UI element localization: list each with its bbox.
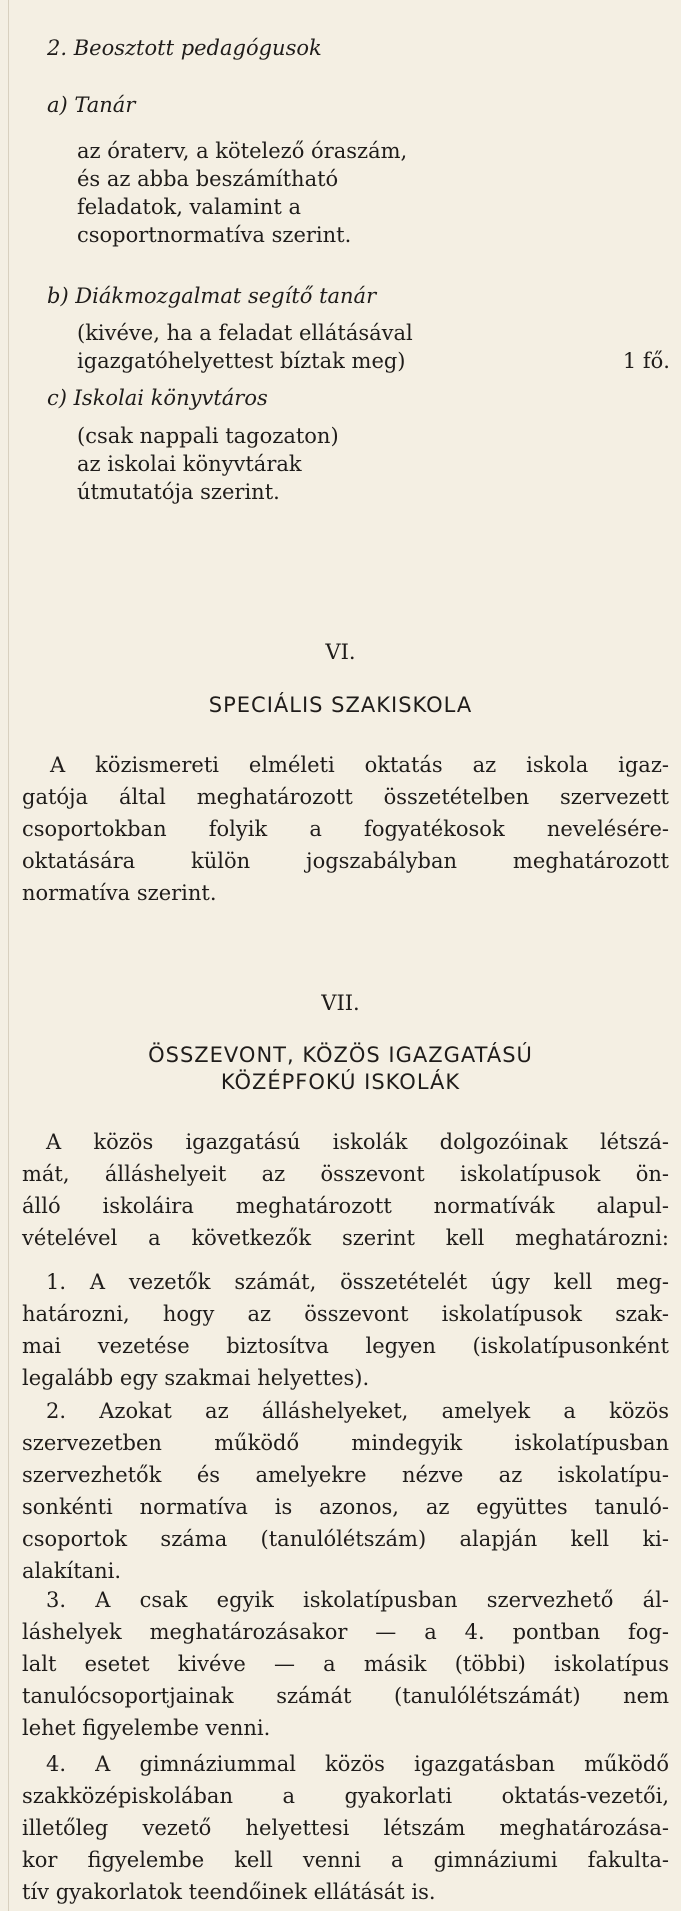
text-line: szakközépiskolában a gyakorlati oktatás-vezetői, (22, 1784, 669, 1808)
intro-paragraph (22, 1126, 669, 1254)
text-line: normatíva szerint. (22, 881, 217, 905)
text-line: A közismereti elméleti oktatás az iskola igaz- (50, 753, 669, 777)
text-line: mai vezetése biztosítva legyen (iskolatípusonként (22, 1334, 669, 1358)
text-line: tív gyakorlatok teendőinek ellátását is. (22, 1880, 436, 1904)
text-line: 2. Azokat az álláshelyeket, amelyek a közös (46, 1399, 669, 1423)
text-line: láshelyek meghatározásakor — a 4. pontban fog- (22, 1620, 669, 1644)
chapter-title-line-1 (0, 1041, 681, 1069)
title-text: SPECIÁLIS SZAKISKOLA (208, 693, 473, 717)
paragraph-point-1 (22, 1266, 669, 1394)
chapter-numeral (0, 638, 681, 666)
text-line: 1. A vezetők számát, összetételét úgy kell meg- (46, 1270, 669, 1294)
text-line: igazgatóhelyettest bíztak meg) (77, 349, 406, 373)
subsection-a-body (77, 137, 407, 249)
text-line: útmutatója szerint. (77, 480, 280, 504)
text-line: az óraterv, a kötelező óraszám, (77, 139, 408, 163)
text-line: mát, álláshelyeit az összevont iskolatípusok ön- (22, 1162, 669, 1186)
chapter-body (22, 749, 669, 909)
chapter-numeral (0, 989, 681, 1017)
text-line: (kivéve, ha a feladat ellátásával (77, 321, 413, 345)
text-line: 4. A gimnáziummal közös igazgatásban működő (46, 1752, 669, 1776)
text-line: szervezetben működő mindegyik iskolatípusban (22, 1431, 669, 1455)
text-line: alakítani. (22, 1559, 122, 1583)
text-line: kor figyelembe kell venni a gimnáziumi fakulta- (22, 1848, 669, 1872)
staff-count: 1 fő. (622, 349, 670, 373)
text-line: álló iskoláira meghatározott normatívák alapul- (22, 1194, 669, 1218)
chapter-title (0, 691, 681, 719)
chapter-title-line-2 (0, 1068, 681, 1096)
numeral-text: VII. (321, 991, 360, 1015)
text-line: az iskolai könyvtárak (77, 452, 302, 476)
section-heading (47, 34, 322, 62)
title-text: KÖZÉPFOKÚ ISKOLÁK (220, 1070, 461, 1094)
text-line: csoportokban folyik a fogyatékosok nevelésére- (22, 817, 669, 841)
paragraph-point-2 (22, 1395, 669, 1587)
heading-text: 2. Beosztott pedagógusok (47, 36, 322, 60)
page-edge-line (8, 0, 9, 1911)
text-line: legalább egy szakmai helyettes). (22, 1366, 370, 1390)
text-line: szervezhetők és amelyekre nézve az iskolatípu- (22, 1463, 669, 1487)
text-line: lehet figyelembe venni. (22, 1716, 271, 1740)
text-line: tanulócsoportjainak számát (tanulólétszámát) nem (22, 1684, 669, 1708)
subsection-c-body (77, 422, 339, 506)
text-line: lalt esetet kivéve — a másik (többi) iskolatípus (22, 1652, 669, 1676)
text-line: csoportnormatíva szerint. (77, 223, 352, 247)
subsection-b-body (77, 319, 670, 375)
paragraph-point-4 (22, 1748, 669, 1908)
subsection-a-title (47, 91, 135, 119)
text-line: sonkénti normatíva is azonos, az együttes tanuló- (22, 1495, 669, 1519)
text-line: illetőleg vezető helyettesi létszám meghatározása- (22, 1816, 669, 1840)
paragraph-point-3 (22, 1584, 669, 1744)
text-line: gatója által meghatározott összetételben szervezett (22, 785, 669, 809)
subsection-title: b) Diákmozgalmat segítő tanár (47, 284, 377, 308)
numeral-text: VI. (325, 640, 356, 664)
subsection-c-title (47, 384, 268, 412)
text-line: (csak nappali tagozaton) (77, 424, 339, 448)
text-line: feladatok, valamint a (77, 195, 301, 219)
text-line: csoportok száma (tanulólétszám) alapján kell ki- (22, 1527, 669, 1551)
text-line: és az abba beszámítható (77, 167, 339, 191)
text-line: vételével a következők szerint kell meghatározni: (22, 1226, 669, 1250)
subsection-title: a) Tanár (47, 93, 136, 117)
title-text: ÖSSZEVONT, KÖZÖS IGAZGATÁSÚ (148, 1043, 533, 1067)
text-line: határozni, hogy az összevont iskolatípusok szak- (22, 1302, 669, 1326)
subsection-title: c) Iskolai könyvtáros (47, 386, 268, 410)
subsection-b-title (47, 282, 376, 310)
text-line: oktatására külön jogszabályban meghatározott (22, 849, 669, 873)
text-line: A közös igazgatású iskolák dolgozóinak létszá- (46, 1130, 669, 1154)
text-line: 3. A csak egyik iskolatípusban szervezhető ál- (46, 1588, 669, 1612)
